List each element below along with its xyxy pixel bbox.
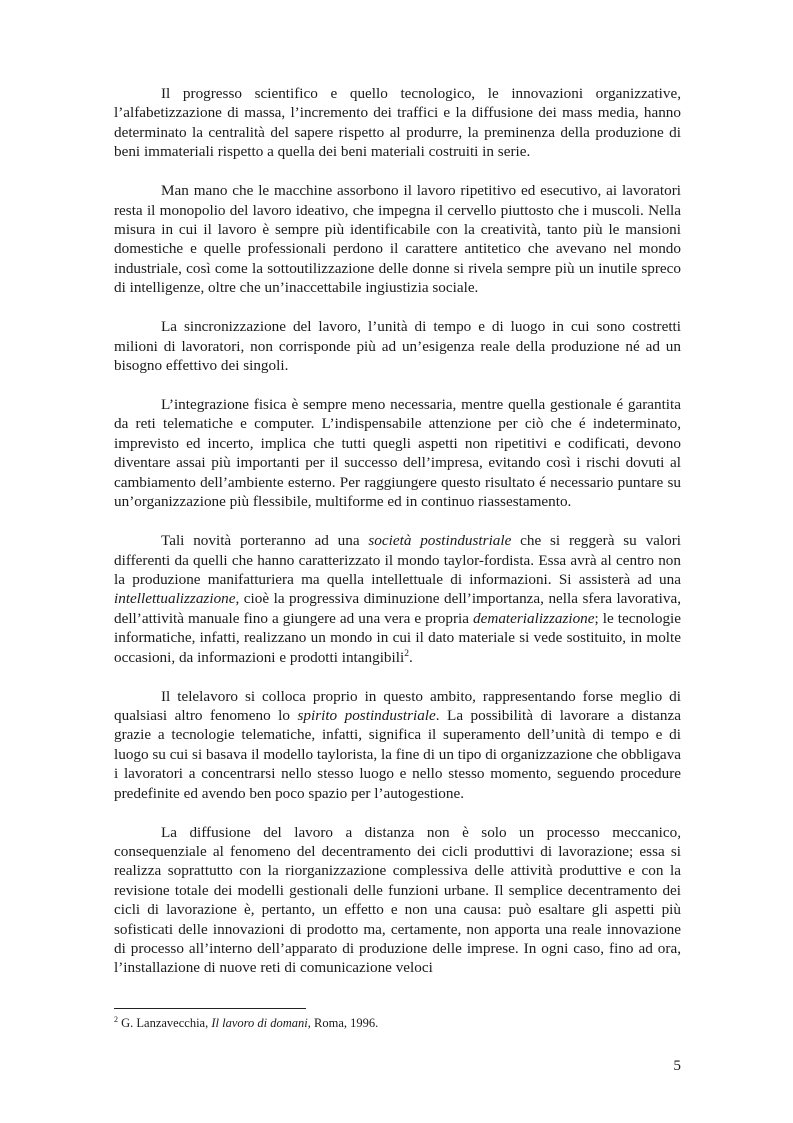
paragraph-3 bbox=[114, 317, 681, 375]
text-run: , cioè la progressiva diminuzione dell’importanza, nella sfera lavorativa, dell’attività manuale fino a giungere ad una vera e propria bbox=[114, 590, 681, 627]
footnote-separator bbox=[114, 1008, 306, 1009]
footnote-rest: , Roma, 1996. bbox=[307, 1016, 379, 1030]
text-run: . La possibilità di lavorare a distanza grazie a tecnologie telematiche, infatti, significa il superamento dell’unità di tempo e di luogo su cui si basava il modello taylorista, la fine di un tipo di organizzazione che obbligava i lavoratori a concentrarsi nello stesso luogo e nello stesso momento, seguendo procedure predefinite ed avendo ben poco spazio per l’autogestione. bbox=[114, 706, 681, 802]
text-run: Il telelavoro si colloca proprio in questo ambito, rappresentando forse meglio di qualsiasi altro fenomeno lo bbox=[114, 687, 681, 724]
page-number: 5 bbox=[673, 1057, 681, 1074]
italic-term: spirito postindustriale bbox=[297, 706, 436, 724]
paragraph-2 bbox=[114, 181, 681, 297]
footnote-reference[interactable]: 2 bbox=[404, 648, 409, 659]
footnote-author: G. Lanzavecchia, bbox=[118, 1016, 212, 1030]
paragraph-5 bbox=[114, 531, 681, 667]
footnote-title: Il lavoro di domani bbox=[211, 1016, 308, 1030]
paragraph-6 bbox=[114, 687, 681, 803]
text-run: Il progresso scientifico e quello tecnologico, le innovazioni organizzative, l’alfabetizzazione di massa, l’incremento dei traffici e la diffusione dei mass media, hanno determinato la centralità del sapere rispetto al produrre, la preminenza della produzione di beni immateriali rispetto a quella dei beni materiali costruiti in serie. bbox=[114, 85, 681, 161]
italic-term: intellettualizzazione bbox=[114, 590, 236, 608]
text-run: ; le tecnologie informatiche, infatti, realizzano un mondo in cui il dato materiale si vede sostituito, in molte occasioni, da informazioni e prodotti intangibili bbox=[114, 609, 681, 666]
text-run: La sincronizzazione del lavoro, l’unità di tempo e di luogo in cui sono costretti milioni di lavoratori, non corrisponde più ad un’esigenza reale della produzione né ad un bisogno effettivo dei singoli. bbox=[114, 318, 681, 375]
paragraph-4 bbox=[114, 395, 681, 511]
text-run: L’integrazione fisica è sempre meno necessaria, mentre quella gestionale é garantita da reti telematiche e computer. L’indispensabile attenzione per ciò che é indeterminato, imprevisto ed incerto, implica che tutti quegli aspetti non ripetitivi e codificati, devono diventare assai più importanti per il successo dell’impresa, evitando così i rischi dovuti al cambiamento dell’ambiente esterno. Per raggiungere questo risultato é necessario puntare su un’organizzazione più flessibile, multiforme ed in continuo riassestamento. bbox=[114, 396, 681, 511]
paragraph-7 bbox=[114, 823, 681, 978]
italic-term: società postindustriale bbox=[368, 532, 512, 550]
footnote bbox=[114, 1015, 681, 1031]
text-run: . bbox=[408, 648, 413, 666]
body-text bbox=[114, 84, 681, 978]
footnote-number: 2 bbox=[114, 1014, 118, 1024]
text-run: che si reggerà su valori differenti da quelli che hanno caratterizzato il mondo taylor-fordista. Essa avrà al centro non la produzione manifatturiera ma quella intellettuale di informazioni. Si assisterà ad una bbox=[114, 532, 681, 588]
text-run: Tali novità porteranno ad una bbox=[161, 532, 369, 550]
text-run: Man mano che le macchine assorbono il lavoro ripetitivo ed esecutivo, ai lavoratori resta il monopolio del lavoro ideativo, che impegna il cervello piuttosto che i muscoli. Nella misura in cui il lavoro è sempre più identificabile con la creatività, tanto più le mansioni domestiche e quelle professionali perdono il carattere antitetico che avevano nel mondo industriale, così come la sottoutilizzazione delle donne si rivela sempre più un inutile spreco di intelligenze, oltre che un’inaccettabile ingiustizia sociale. bbox=[114, 182, 681, 297]
text-run: La diffusione del lavoro a distanza non è solo un processo meccanico, consequenziale al fenomeno del decentramento dei cicli produttivi di lavorazione; essa si realizza soprattutto con la riorganizzazione complessiva delle attività produttive e con la revisione totale dei modelli gestionali delle funzioni urbane. Il semplice decentramento dei cicli di lavorazione è, pertanto, un effetto e non una causa: può esaltare gli aspetti più sofisticati delle innovazioni di prodotto ma, certamente, non apporta una reale innovazione di processo all’interno dell’apparato di produzione delle imprese. In ogni caso, fino ad ora, l’installazione di nuove reti di comunicazione veloci bbox=[114, 823, 681, 977]
paragraph-1 bbox=[114, 84, 681, 162]
italic-term: dematerializzazione bbox=[473, 609, 595, 627]
